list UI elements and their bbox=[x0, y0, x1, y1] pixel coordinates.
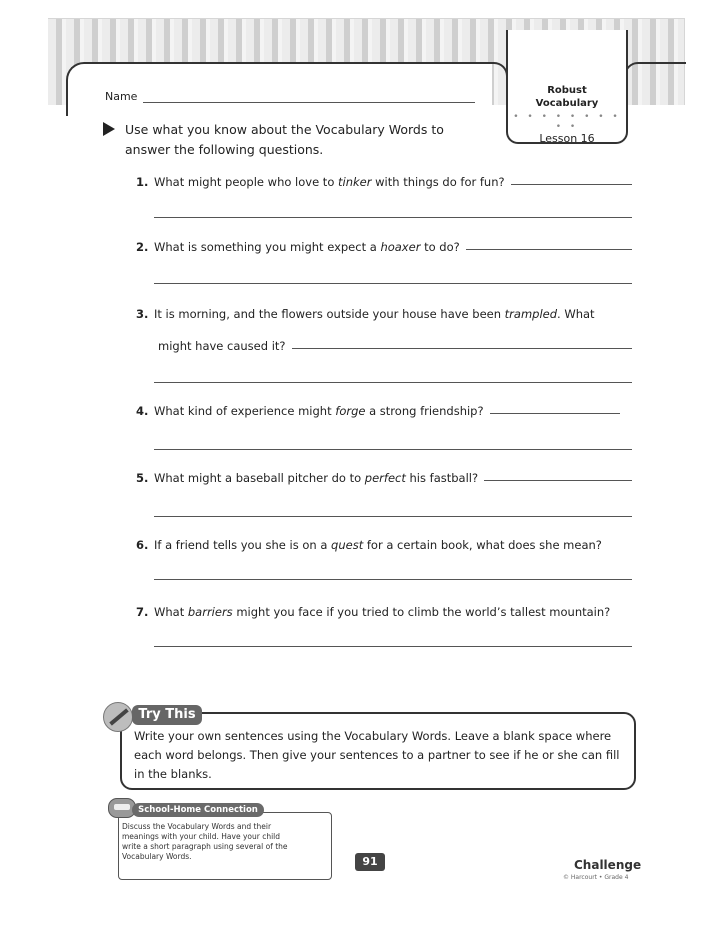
question-text: It is morning, and the flowers outside your house have been trampled. What bbox=[154, 307, 595, 321]
lesson-title-line1: Robust bbox=[547, 85, 587, 96]
challenge-label: Challenge bbox=[574, 858, 642, 872]
vocab-word: quest bbox=[331, 538, 364, 552]
lesson-tab-connector-left bbox=[488, 62, 508, 94]
question-number: 3. bbox=[136, 307, 149, 321]
answer-blank[interactable] bbox=[484, 480, 632, 481]
question-text: What might a baseball pitcher do to perfect his fastball? bbox=[154, 471, 479, 485]
lesson-number: Lesson 16 bbox=[539, 132, 595, 145]
school-home-label: School-Home Connection bbox=[132, 803, 264, 817]
answer-line[interactable] bbox=[154, 282, 632, 284]
question-1 bbox=[136, 171, 632, 218]
name-row bbox=[105, 90, 475, 103]
directions-line1: Use what you know about the Vocabulary Words to bbox=[125, 122, 444, 137]
vocab-word: forge bbox=[335, 404, 366, 418]
name-label: Name bbox=[105, 90, 138, 103]
lesson-tab-connector-right bbox=[624, 62, 686, 94]
answer-line[interactable] bbox=[154, 448, 632, 450]
question-6 bbox=[136, 534, 632, 580]
question-number: 4. bbox=[136, 404, 149, 418]
vocab-word: perfect bbox=[364, 471, 406, 485]
question-2 bbox=[136, 236, 632, 284]
name-field[interactable] bbox=[143, 92, 475, 103]
question-text: What barriers might you face if you tried to climb the world’s tallest mountain? bbox=[154, 605, 611, 619]
question-number: 2. bbox=[136, 240, 149, 254]
question-text: What kind of experience might forge a strong friendship? bbox=[154, 404, 484, 418]
question-number: 1. bbox=[136, 175, 149, 189]
vocab-word: trampled bbox=[504, 307, 558, 321]
vocab-word: barriers bbox=[187, 605, 233, 619]
answer-line[interactable] bbox=[154, 216, 632, 218]
copyright-text: © Harcourt • Grade 4 bbox=[563, 874, 629, 881]
try-this-text: Write your own sentences using the Vocabulary Words. Leave a blank space where each word belongs. Then give your sentences to a partner to see if he or she can fill in the blanks. bbox=[134, 729, 620, 781]
school-home-text: Discuss the Vocabulary Words and their meanings with your child. Have your child write a short paragraph using several of the Vocabulary Words. bbox=[122, 822, 288, 861]
answer-line[interactable] bbox=[154, 381, 632, 383]
directions bbox=[103, 120, 444, 160]
lesson-divider-dots: • • • • • • • • • • bbox=[513, 112, 621, 132]
answer-line[interactable] bbox=[154, 645, 632, 647]
question-5 bbox=[136, 467, 632, 517]
answer-line[interactable] bbox=[154, 578, 632, 580]
try-this-label: Try This bbox=[132, 705, 202, 725]
question-7 bbox=[136, 601, 632, 647]
question-number: 7. bbox=[136, 605, 149, 619]
arrow-right-icon bbox=[103, 122, 115, 136]
answer-blank[interactable] bbox=[490, 413, 620, 414]
directions-line2: answer the following questions. bbox=[125, 142, 324, 157]
page-number: 91 bbox=[355, 853, 385, 871]
question-text: What is something you might expect a hoaxer to do? bbox=[154, 240, 460, 254]
question-text-continued: might have caused it? bbox=[158, 339, 286, 353]
worksheet-header-panel bbox=[66, 62, 492, 116]
answer-blank[interactable] bbox=[292, 348, 632, 349]
lesson-title-line2: Vocabulary bbox=[535, 98, 599, 109]
answer-line[interactable] bbox=[154, 515, 632, 517]
pencil-icon bbox=[103, 702, 133, 732]
vocab-word: hoaxer bbox=[380, 240, 421, 254]
question-3 bbox=[136, 303, 632, 383]
vocab-word: tinker bbox=[338, 175, 372, 189]
lesson-tab bbox=[506, 30, 628, 144]
answer-blank[interactable] bbox=[511, 184, 632, 185]
question-4 bbox=[136, 400, 632, 450]
question-number: 6. bbox=[136, 538, 149, 552]
question-text: If a friend tells you she is on a quest for a certain book, what does she mean? bbox=[154, 538, 602, 552]
question-number: 5. bbox=[136, 471, 149, 485]
answer-blank[interactable] bbox=[466, 249, 632, 250]
question-text: What might people who love to tinker with things do for fun? bbox=[154, 175, 505, 189]
